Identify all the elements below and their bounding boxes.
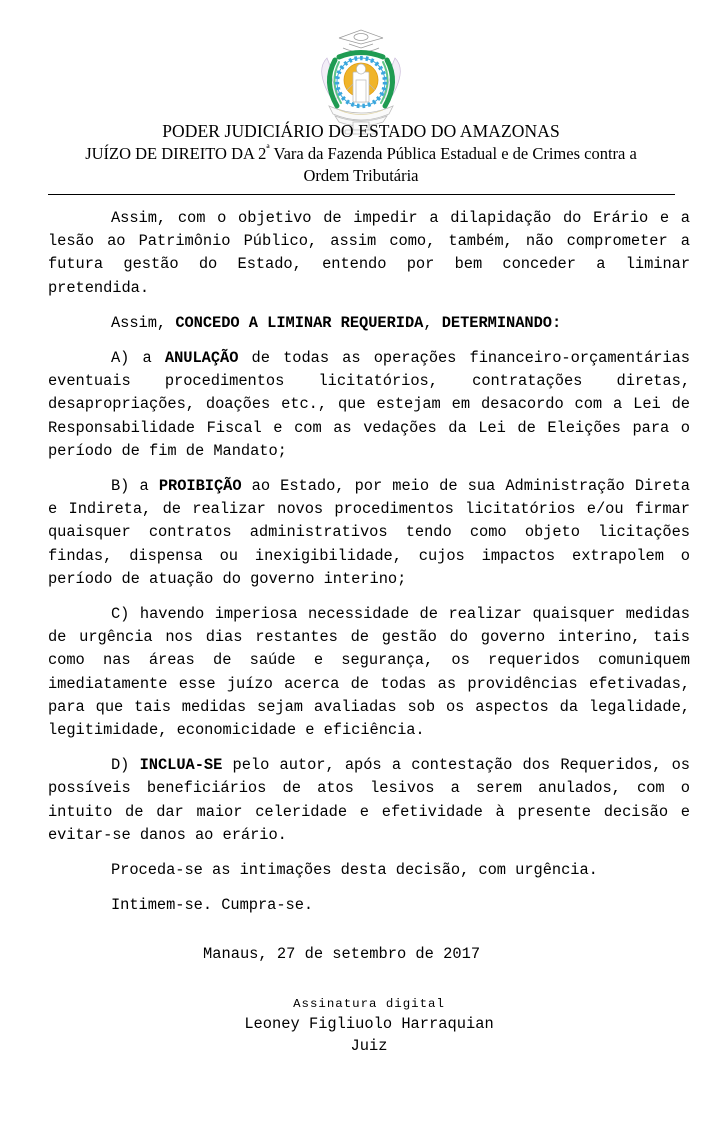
- grant-separator: ,: [423, 313, 442, 332]
- grant-emphasis-concedo: CONCEDO A LIMINAR REQUERIDA: [175, 313, 424, 332]
- item-a-emphasis: ANULAÇÃO: [164, 349, 239, 368]
- header-line-court: PODER JUDICIÁRIO DO ESTADO DO AMAZONAS: [162, 121, 560, 141]
- item-b-emphasis: PROIBIÇÃO: [158, 477, 242, 496]
- signer-role: Juiz: [350, 1036, 388, 1055]
- paragraph-intimem: Intimem-se. Cumpra-se.: [111, 896, 314, 915]
- header-line-jurisdiction: [34, 143, 688, 165]
- digital-signature-note: Assinatura digital: [293, 996, 445, 1011]
- emblem-container: [0, 0, 722, 120]
- paragraph-item-a: [48, 347, 690, 463]
- paragraph-proceda: Proceda-se as intimações desta decisão, com urgência.: [111, 861, 598, 880]
- header-jurisdiction-suffix: Vara da Fazenda Pública Estadual e de Crimes contra a: [269, 144, 637, 163]
- item-d-text: pelo autor, após a contestação dos Requeridos, os possíveis beneficiários de atos lesivos a serem anulados, com o intuito de dar maior celeridade e efetividade à presente decisão e evitar-se danos ao erário.: [48, 756, 690, 844]
- item-a-text: de todas as operações financeiro-orçamentárias eventuais procedimentos licitatórios, contratações diretas, desapropriações, doações etc., que estejam em desacordo com a Lei de Responsabilidade Fiscal e com as vedações da Lei de Eleições para o período de fim de Mandato;: [48, 349, 690, 460]
- paragraph-intro: Assim, com o objetivo de impedir a dilapidação do Erário e a lesão ao Patrimônio Público, assim como, também, não comprometer a futura gestão do Estado, entendo por bem conceder a liminar pretendida.: [48, 209, 690, 297]
- header-jurisdiction-prefix: JUÍZO DE DIREITO DA 2: [85, 144, 267, 163]
- paragraph-item-b: [48, 475, 690, 591]
- paragraph-item-c: C) havendo imperiosa necessidade de realizar quaisquer medidas de urgência nos dias restantes de gestão do governo interino, tais como nas áreas de saúde e segurança, os requeridos comuniquem imediatamente esse juízo acerca de todas as providências efetivadas, para que tais medidas sejam avaliadas sob os aspectos da legalidade, legitimidade, economicidade e eficiência.: [48, 605, 690, 740]
- grant-prefix: Assim,: [111, 313, 176, 332]
- paragraph-item-d: [48, 754, 690, 847]
- item-d-prefix: D): [111, 756, 140, 775]
- grant-emphasis-determinando: DETERMINANDO:: [441, 313, 562, 332]
- signature-block: [48, 995, 690, 1057]
- item-b-text: ao Estado, por meio de sua Administração Direta e Indireta, de realizar novos procedimentos licitatórios e/ou firmar quaisquer contratos administrativos tendo como objeto licitações findas, dispensa ou inexigibilidade, cujos impactos extrapolem o período de atuação do governo interino;: [48, 477, 690, 588]
- item-d-emphasis: INCLUA-SE: [139, 756, 223, 775]
- date-location-line: Manaus, 27 de setembro de 2017: [203, 945, 481, 964]
- item-b-prefix: B) a: [111, 477, 159, 496]
- document-header: [0, 120, 722, 187]
- item-a-prefix: A) a: [111, 349, 165, 368]
- header-ordinal-marker: ª: [266, 141, 270, 156]
- signer-name: Leoney Figliuolo Harraquian: [244, 1014, 494, 1033]
- document-body: [48, 195, 690, 1057]
- paragraph-grant: [48, 312, 690, 335]
- header-line-subject: Ordem Tributária: [303, 166, 419, 185]
